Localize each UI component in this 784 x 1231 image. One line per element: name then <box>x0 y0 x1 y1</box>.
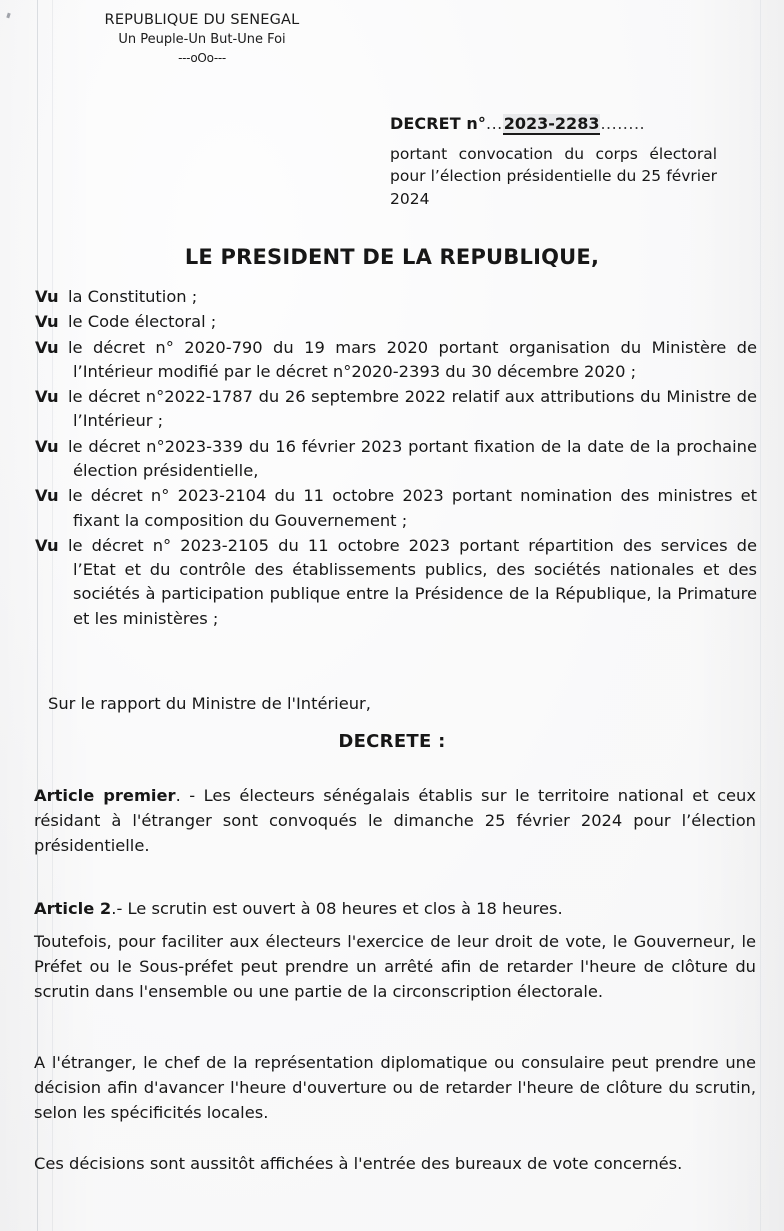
decree-number-value: 2023-2283 <box>503 114 600 133</box>
visa-text: le décret n° 2023-2105 du 11 octobre 2023 portant répartition des services de l’Etat et du contrôle des établissements publics, des sociétés nationales et des sociétés à participation publique entre la Présidence de la République, la Primature et les ministères ; <box>68 535 757 628</box>
decrete-heading: DECRETE : <box>338 731 446 752</box>
page-title-comma: , <box>590 245 600 269</box>
visa-prefix: Vu <box>35 387 59 407</box>
visa-item <box>35 385 757 434</box>
visa-text: le Code électoral ; <box>68 312 217 332</box>
visa-item <box>35 534 757 631</box>
paragraph-etranger: A l'étranger, le chef de la représentation diplomatique ou consulaire peut prendre une décision afin d'avancer l'heure d'ouverture ou de retarder l'heure de clôture du scrutin, selon les spécificités locales. <box>34 1053 756 1122</box>
visa-text: le décret n° 2020-790 du 19 mars 2020 portant organisation du Ministère de l’Intérieur modifié par le décret n°2020-2393 du 30 décembre 2020 ; <box>68 337 757 381</box>
report-line: Sur le rapport du Ministre de l'Intérieur, <box>48 694 371 713</box>
decree-number-block <box>390 114 723 134</box>
visa-text: le décret n°2023-339 du 16 février 2023 portant fixation de la date de la prochaine élection présidentielle, <box>68 436 757 480</box>
article-2-label-suffix: .- <box>111 899 128 918</box>
article-premier-text: Les électeurs sénégalais établis sur le territoire national et ceux résidant à l'étranger sont convoqués le dimanche 25 février 2024 pour l’élection présidentielle. <box>34 786 756 855</box>
decree-number-leader-dots-after: ........ <box>600 114 646 133</box>
page-title <box>0 245 784 269</box>
article-2 <box>34 897 756 922</box>
letterhead <box>62 11 342 67</box>
visa-item <box>35 336 757 385</box>
decree-number-leader-dots-before: ... <box>485 114 503 133</box>
article-premier <box>34 784 756 858</box>
visa-item <box>35 435 757 484</box>
visa-prefix: Vu <box>35 486 59 506</box>
visa-prefix: Vu <box>35 436 59 456</box>
visa-prefix: Vu <box>35 535 59 555</box>
page-title-text: LE PRESIDENT DE LA REPUBLIQUE <box>184 245 591 269</box>
letterhead-motto: Un Peuple-Un But-Une Foi <box>118 31 286 47</box>
visa-text: le décret n°2022-1787 du 26 septembre 2022 relatif aux attributions du Ministre de l’Intérieur ; <box>68 387 757 431</box>
visa-item <box>35 484 757 533</box>
visa-item <box>35 310 757 334</box>
letterhead-ornament: ---oOo--- <box>178 51 226 66</box>
visa-prefix: Vu <box>35 337 59 357</box>
visa-text: la Constitution ; <box>68 287 198 306</box>
visa-list <box>35 285 757 632</box>
visa-text: le décret n° 2023-2104 du 11 octobre 2023 portant nomination des ministres et fixant la composition du Gouvernement ; <box>68 486 757 530</box>
article-premier-label-suffix: . - <box>175 786 204 805</box>
paragraph-affichage: Ces décisions sont aussitôt affichées à l'entrée des bureaux de vote concernés. <box>34 1154 683 1173</box>
letterhead-country: REPUBLIQUE DU SENEGAL <box>104 12 300 28</box>
decree-number-label: DECRET n° <box>390 114 486 133</box>
article-2-label: Article 2 <box>34 899 112 918</box>
decree-number-line <box>390 114 723 134</box>
visa-prefix: Vu <box>35 312 59 332</box>
article-2-text: Le scrutin est ouvert à 08 heures et clos à 18 heures. <box>127 899 563 918</box>
article-premier-label: Article premier <box>34 786 176 805</box>
visa-item <box>35 285 757 309</box>
decree-subject: portant convocation du corps électoral pour l’élection présidentielle du 25 février 2024 <box>390 145 717 208</box>
paragraph-toutefois: Toutefois, pour faciliter aux électeurs l'exercice de leur droit de vote, le Gouverneur, le Préfet ou le Sous-préfet peut prendre un arrêté afin de retarder l'heure de clôture du scrutin dans l'ensemble ou une partie de la circonscription électorale. <box>34 932 756 1001</box>
visa-prefix: Vu <box>35 287 59 306</box>
